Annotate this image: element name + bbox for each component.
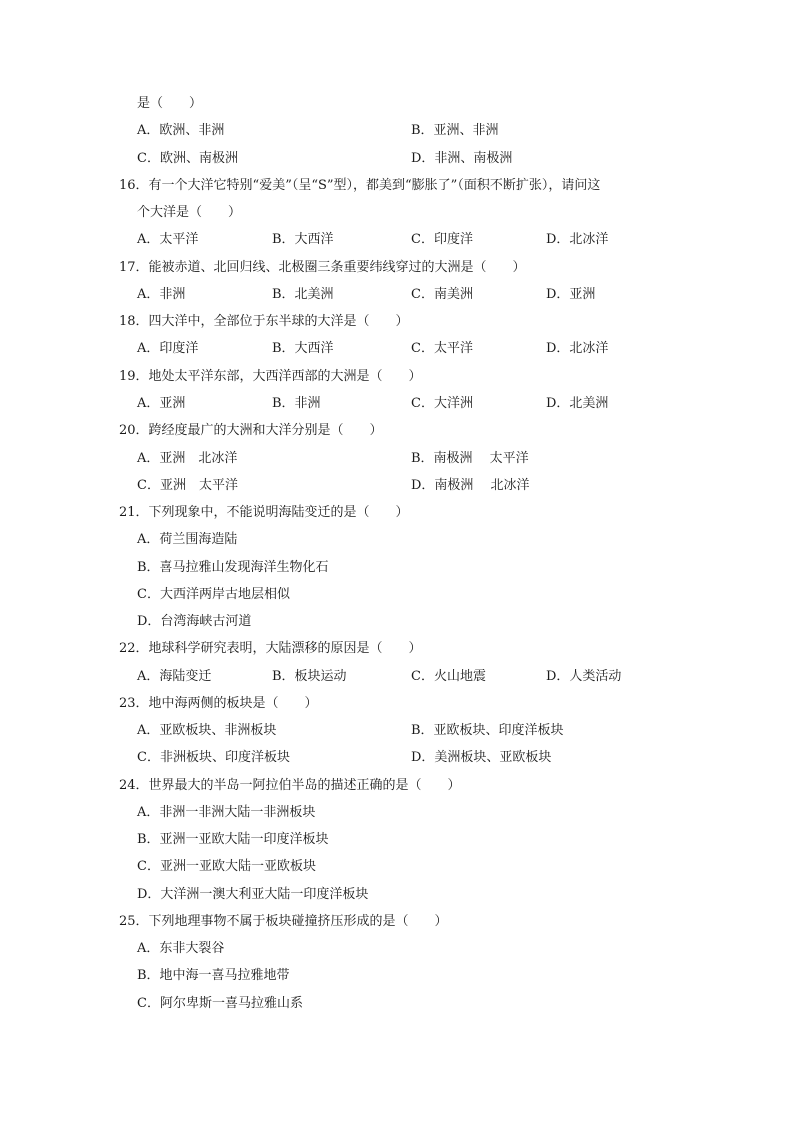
option-d: D．人类活动: [546, 669, 622, 684]
option-d: D．非洲、南极洲: [411, 151, 513, 166]
option-c: C．太平洋: [411, 341, 473, 356]
question-23: 23．地中海两侧的板块是（ ）: [119, 696, 318, 711]
option-c: C．非洲板块、印度洋板块: [137, 750, 290, 765]
question-21: 21．下列现象中，不能说明海陆变迁的是（ ）: [119, 505, 409, 520]
option-a: A．荷兰围海造陆: [137, 532, 238, 547]
option-a: A．非洲: [137, 287, 186, 302]
option-b: B．亚洲、非洲: [411, 123, 499, 138]
option-b: B．北美洲: [272, 287, 334, 302]
option-b: B．大西洋: [272, 341, 334, 356]
question-24: 24．世界最大的半岛一阿拉伯半岛的描述正确的是（ ）: [119, 778, 461, 793]
option-d: D．美洲板块、亚欧板块: [411, 750, 552, 765]
option-b: B．南极洲 太平洋: [411, 451, 529, 466]
option-d: D．北美洲: [546, 396, 609, 411]
question-text: 是（ ）: [137, 96, 203, 111]
question-19: 19．地处太平洋东部，大西洋西部的大洲是（ ）: [119, 369, 422, 384]
option-c: C．南美洲: [411, 287, 473, 302]
option-c: C．大西洋两岸古地层相似: [137, 587, 290, 602]
option-a: A．东非大裂谷: [137, 941, 225, 956]
option-c: C．阿尔卑斯一喜马拉雅山系: [137, 996, 303, 1011]
option-a: A．印度洋: [137, 341, 199, 356]
option-a: A．海陆变迁: [137, 669, 212, 684]
option-a: A．欧洲、非洲: [137, 123, 225, 138]
option-d: D．台湾海峡古河道: [137, 614, 252, 629]
option-d: D．大洋洲一澳大利亚大陆一印度洋板块: [137, 887, 369, 902]
option-c: C．亚洲一亚欧大陆一亚欧板块: [137, 859, 316, 874]
option-c: C．亚洲 太平洋: [137, 478, 238, 493]
question-16-continued: 个大洋是（ ）: [137, 205, 242, 220]
option-a: A．非洲一非洲大陆一非洲板块: [137, 805, 316, 820]
option-c: C．印度洋: [411, 232, 473, 247]
question-25: 25．下列地理事物不属于板块碰撞挤压形成的是（ ）: [119, 914, 448, 929]
option-a: A．亚洲: [137, 396, 186, 411]
option-d: D．南极洲 北冰洋: [411, 478, 530, 493]
option-b: B．非洲: [272, 396, 321, 411]
option-b: B．大西洋: [272, 232, 334, 247]
option-c: C．火山地震: [411, 669, 486, 684]
question-16: 16．有一个大洋它特别“爱美”（呈“S”型），都美到“膨胀了”（面积不断扩张），请问这: [119, 178, 601, 193]
option-d: D．亚洲: [546, 287, 596, 302]
option-d: D．北冰洋: [546, 232, 609, 247]
question-18: 18．四大洋中，全部位于东半球的大洋是（ ）: [119, 314, 409, 329]
option-d: D．北冰洋: [546, 341, 609, 356]
option-b: B．亚欧板块、印度洋板块: [411, 723, 564, 738]
option-a: A．太平洋: [137, 232, 199, 247]
option-b: B．板块运动: [272, 669, 347, 684]
question-22: 22．地球科学研究表明，大陆漂移的原因是（ ）: [119, 641, 422, 656]
option-a: A．亚欧板块、非洲板块: [137, 723, 277, 738]
option-a: A．亚洲 北冰洋: [137, 451, 238, 466]
option-c: C．大洋洲: [411, 396, 473, 411]
question-17: 17．能被赤道、北回归线、北极圈三条重要纬线穿过的大洲是（ ）: [119, 260, 526, 275]
option-b: B．亚洲一亚欧大陆一印度洋板块: [137, 832, 329, 847]
option-b: B．喜马拉雅山发现海洋生物化石: [137, 560, 329, 575]
option-b: B．地中海一喜马拉雅地带: [137, 968, 290, 983]
option-c: C．欧洲、南极洲: [137, 151, 238, 166]
question-20: 20．跨经度最广的大洲和大洋分别是（ ）: [119, 423, 383, 438]
